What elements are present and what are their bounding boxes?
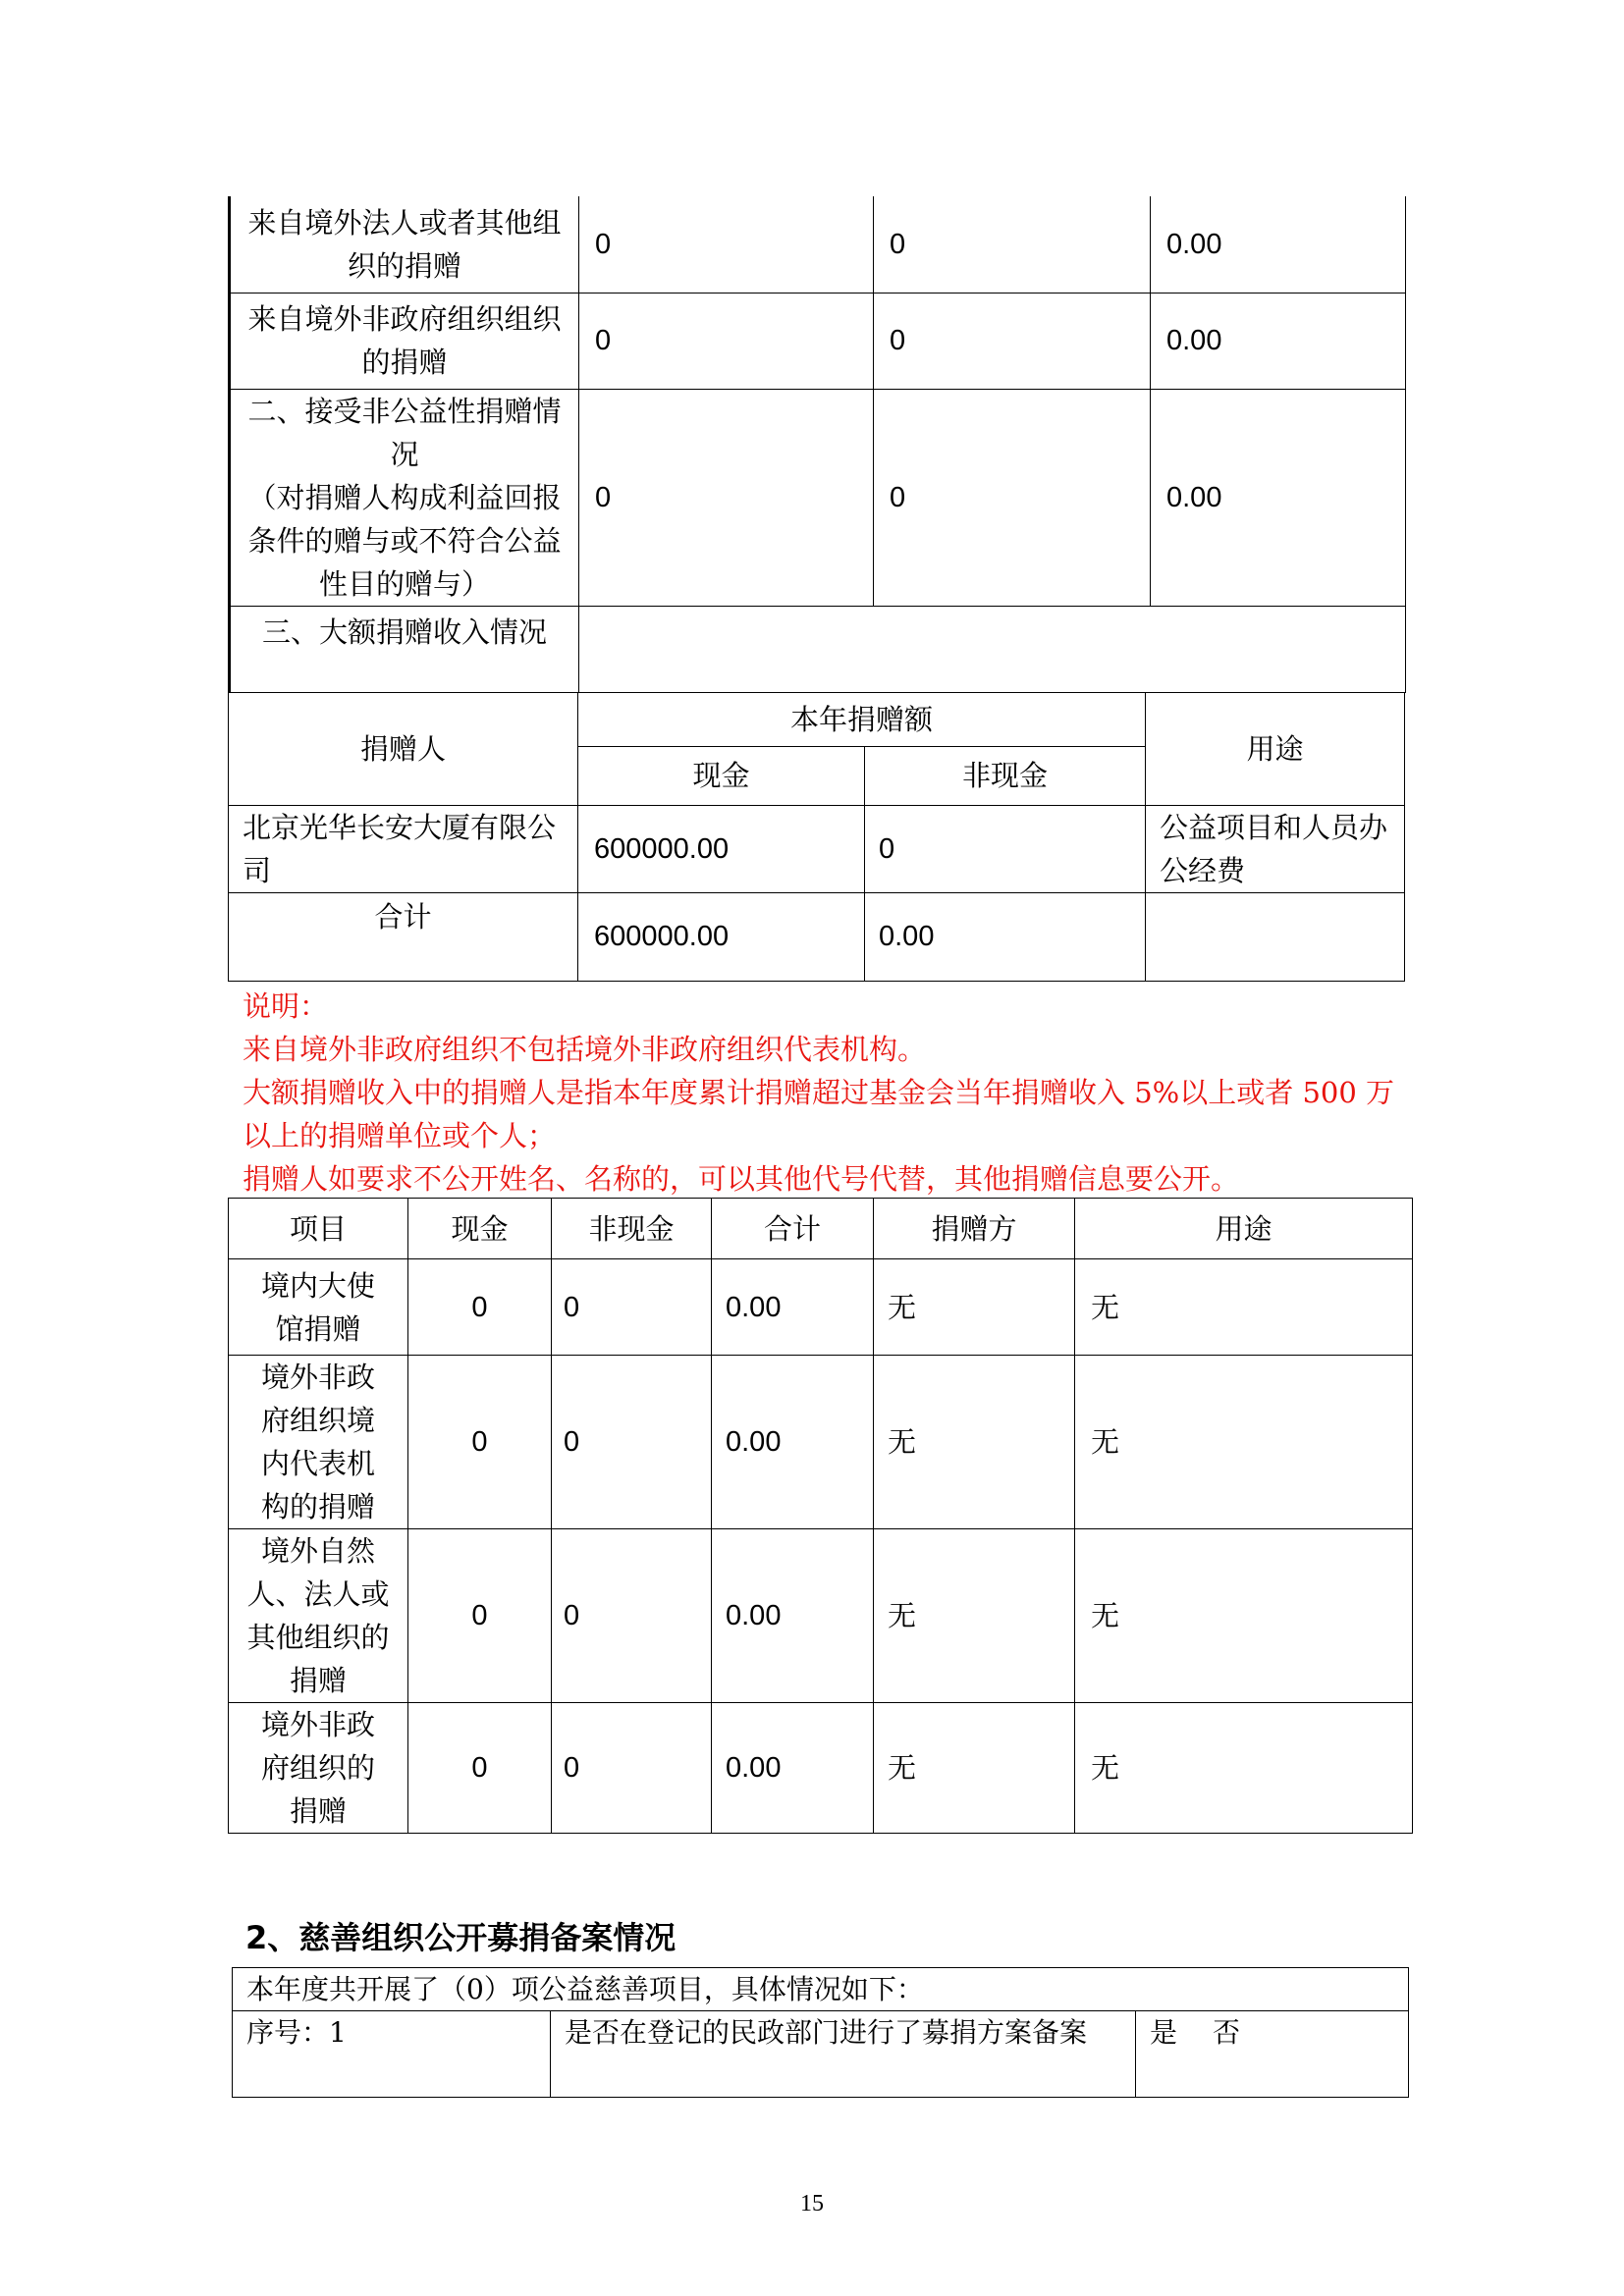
noncash-value: 0 bbox=[552, 1259, 712, 1356]
header-donor: 捐赠人 bbox=[229, 693, 578, 805]
empty-cell bbox=[579, 606, 1406, 692]
header-noncash: 非现金 bbox=[552, 1199, 712, 1259]
donor-value: 无 bbox=[874, 1259, 1075, 1356]
total-value: 0.00 bbox=[712, 1259, 874, 1356]
table-header-row bbox=[229, 1199, 1413, 1259]
total-value: 0.00 bbox=[712, 1356, 874, 1529]
row-label: 来自境外非政府组织组织的捐赠 bbox=[230, 293, 579, 389]
item-label: 境外非政府组织的捐赠 bbox=[229, 1703, 408, 1834]
header-donor: 捐赠方 bbox=[874, 1199, 1075, 1259]
header-cash: 现金 bbox=[408, 1199, 552, 1259]
table-row bbox=[233, 1968, 1409, 2011]
note-line: 捐赠人如要求不公开姓名、名称的，可以其他代号代替，其他捐赠信息要公开。 bbox=[243, 1162, 1240, 1196]
table-row bbox=[229, 1529, 1413, 1703]
header-purpose: 用途 bbox=[1075, 1199, 1413, 1259]
section3-label: 三、大额捐赠收入情况 bbox=[230, 606, 579, 692]
table-row bbox=[230, 606, 1406, 692]
noncash-value: 0 bbox=[552, 1356, 712, 1529]
table-row bbox=[233, 2011, 1409, 2098]
total-value: 0.00 bbox=[712, 1529, 874, 1703]
overseas-donation-table bbox=[228, 1198, 1413, 1834]
answer-no[interactable]: 否 bbox=[1213, 2016, 1241, 2049]
notes-block bbox=[243, 985, 1421, 1201]
table-row bbox=[230, 293, 1406, 389]
fundraising-filing-table bbox=[232, 1967, 1409, 2098]
value-cell: 0 bbox=[874, 293, 1151, 389]
answer-yes[interactable]: 是 bbox=[1150, 2016, 1178, 2049]
item-label: 境内大使馆捐赠 bbox=[229, 1259, 408, 1356]
donor-name: 北京光华长安大厦有限公司 bbox=[229, 805, 578, 892]
cash-value: 0 bbox=[408, 1703, 552, 1834]
note-line: 说明： bbox=[243, 989, 329, 1023]
value-cell: 0.00 bbox=[1151, 293, 1406, 389]
row-label-line: 二、接受非公益性捐赠情况 bbox=[247, 394, 562, 471]
answer-options bbox=[1136, 2011, 1409, 2098]
value-cell: 0.00 bbox=[1151, 196, 1406, 293]
section-heading: 2、慈善组织公开募捐备案情况 bbox=[245, 1919, 677, 1956]
row-label bbox=[230, 389, 579, 606]
noncash-value: 0 bbox=[865, 805, 1146, 892]
item-label: 境外非政府组织境内代表机构的捐赠 bbox=[229, 1356, 408, 1529]
purpose-value: 公益项目和人员办公经费 bbox=[1146, 805, 1405, 892]
header-total: 合计 bbox=[712, 1199, 874, 1259]
value-cell: 0 bbox=[874, 196, 1151, 293]
cash-value: 0 bbox=[408, 1529, 552, 1703]
total-purpose bbox=[1146, 892, 1405, 981]
total-label: 合计 bbox=[229, 892, 578, 981]
purpose-value: 无 bbox=[1075, 1356, 1413, 1529]
total-value: 0.00 bbox=[712, 1703, 874, 1834]
table-row bbox=[229, 1356, 1413, 1529]
value-cell: 0 bbox=[874, 389, 1151, 606]
header-item: 项目 bbox=[229, 1199, 408, 1259]
serial-number: 序号：1 bbox=[233, 2011, 551, 2098]
table-row bbox=[229, 1259, 1413, 1356]
note-line: 大额捐赠收入中的捐赠人是指本年度累计捐赠超过基金会当年捐赠收入 5%以上或者 500 万 bbox=[243, 1076, 1395, 1109]
total-noncash: 0.00 bbox=[865, 892, 1146, 981]
value-cell: 0 bbox=[579, 196, 874, 293]
value-cell: 0 bbox=[579, 293, 874, 389]
page-number: 15 bbox=[800, 2191, 824, 2216]
header-noncash: 非现金 bbox=[865, 746, 1146, 805]
table-header-row bbox=[229, 693, 1405, 746]
total-cash: 600000.00 bbox=[578, 892, 865, 981]
header-purpose: 用途 bbox=[1146, 693, 1405, 805]
value-cell: 0.00 bbox=[1151, 389, 1406, 606]
donation-income-table bbox=[228, 196, 1406, 693]
donor-value: 无 bbox=[874, 1529, 1075, 1703]
note-line: 以上的捐赠单位或个人； bbox=[243, 1119, 557, 1152]
purpose-value: 无 bbox=[1075, 1529, 1413, 1703]
noncash-value: 0 bbox=[552, 1703, 712, 1834]
table-row bbox=[229, 1703, 1413, 1834]
note-line: 来自境外非政府组织不包括境外非政府组织代表机构。 bbox=[243, 1033, 927, 1066]
table-row bbox=[230, 196, 1406, 293]
row-label: 来自境外法人或者其他组织的捐赠 bbox=[230, 196, 579, 293]
item-label: 境外自然人、法人或其他组织的捐赠 bbox=[229, 1529, 408, 1703]
cash-value: 600000.00 bbox=[578, 805, 865, 892]
large-donation-table bbox=[228, 693, 1405, 982]
purpose-value: 无 bbox=[1075, 1703, 1413, 1834]
summary-text: 本年度共开展了（0）项公益慈善项目，具体情况如下： bbox=[233, 1968, 1409, 2011]
donor-value: 无 bbox=[874, 1703, 1075, 1834]
noncash-value: 0 bbox=[552, 1529, 712, 1703]
value-cell: 0 bbox=[579, 389, 874, 606]
donor-value: 无 bbox=[874, 1356, 1075, 1529]
table-row bbox=[229, 892, 1405, 981]
header-annual-amount: 本年捐赠额 bbox=[578, 693, 1146, 746]
purpose-value: 无 bbox=[1075, 1259, 1413, 1356]
table-row bbox=[229, 805, 1405, 892]
cash-value: 0 bbox=[408, 1259, 552, 1356]
filing-question: 是否在登记的民政部门进行了募捐方案备案 bbox=[551, 2011, 1136, 2098]
cash-value: 0 bbox=[408, 1356, 552, 1529]
table-row bbox=[230, 389, 1406, 606]
row-label-line: （对捐赠人构成利益回报条件的赠与或不符合公益性目的赠与） bbox=[247, 480, 562, 601]
header-cash: 现金 bbox=[578, 746, 865, 805]
